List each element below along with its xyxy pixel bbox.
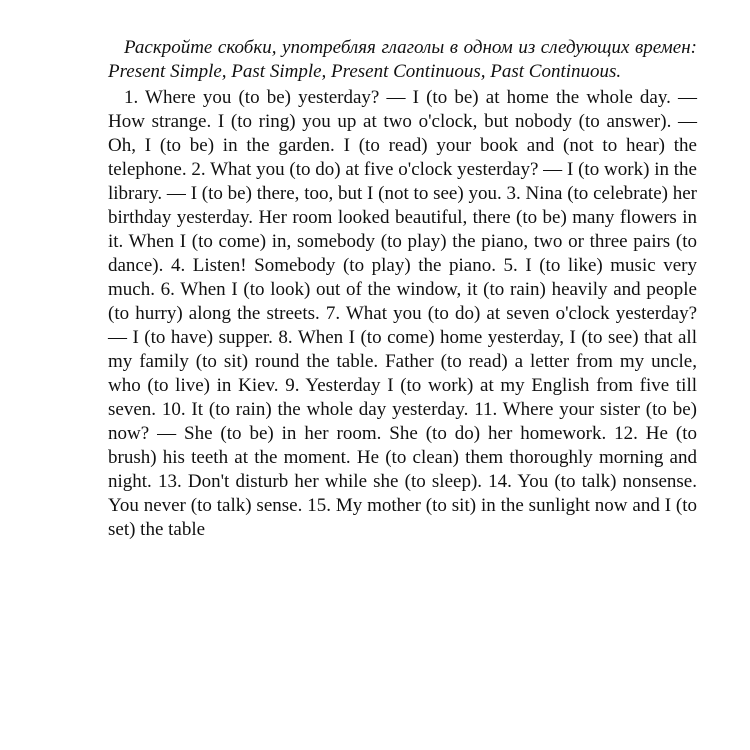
exercise-instruction: Раскройте скобки, употребляя глаголы в одном из следующих времен: Present Simple, Past Simple, Present Continuous, Past Continuous. (108, 37, 697, 82)
exercise-text: 1. Where you (to be) yesterday? — I (to be) at home the whole day. — How strange. I (to ring) you up at two o'clock, but nobody (to answer). — Oh, I (to be) in the garden. I (to read) your book and (not to hear) the telephone. 2. What you (to do) at five o'clock yesterday? — I (to work) in the library. — I (to be) there, too, but I (not to see) you. 3. Nina (to celebrate) her birthday yesterday. Her room looked beautiful, there (to be) many flowers in it. When I (to come) in, somebody (to play) the piano, two or three pairs (to dance). 4. Listen! Somebody (to play) the piano. 5. I (to like) music very much. 6. When I (to look) out of the window, it (to rain) heavily and people (to hurry) along the streets. 7. What you (to do) at seven o'clock yesterday? — I (to have) supper. 8. When I (to come) home yesterday, I (to see) that all my family (to sit) round the table. Father (to read) a letter from my uncle, who (to live) in Kiev. 9. Yesterday I (to work) at my English from five till seven. 10. It (to rain) the whole day yesterday. 11. Where your sister (to be) now? — She (to be) in her room. She (to do) her homework. 12. He (to brush) his teeth at the moment. He (to clean) them thoroughly morning and night. 13. Don't disturb her while she (to sleep). 14. You (to talk) nonsense. You never (to talk) sense. 15. My mother (to sit) in the sunlight now and I (to set) the table (108, 87, 697, 540)
document-page (108, 36, 697, 542)
